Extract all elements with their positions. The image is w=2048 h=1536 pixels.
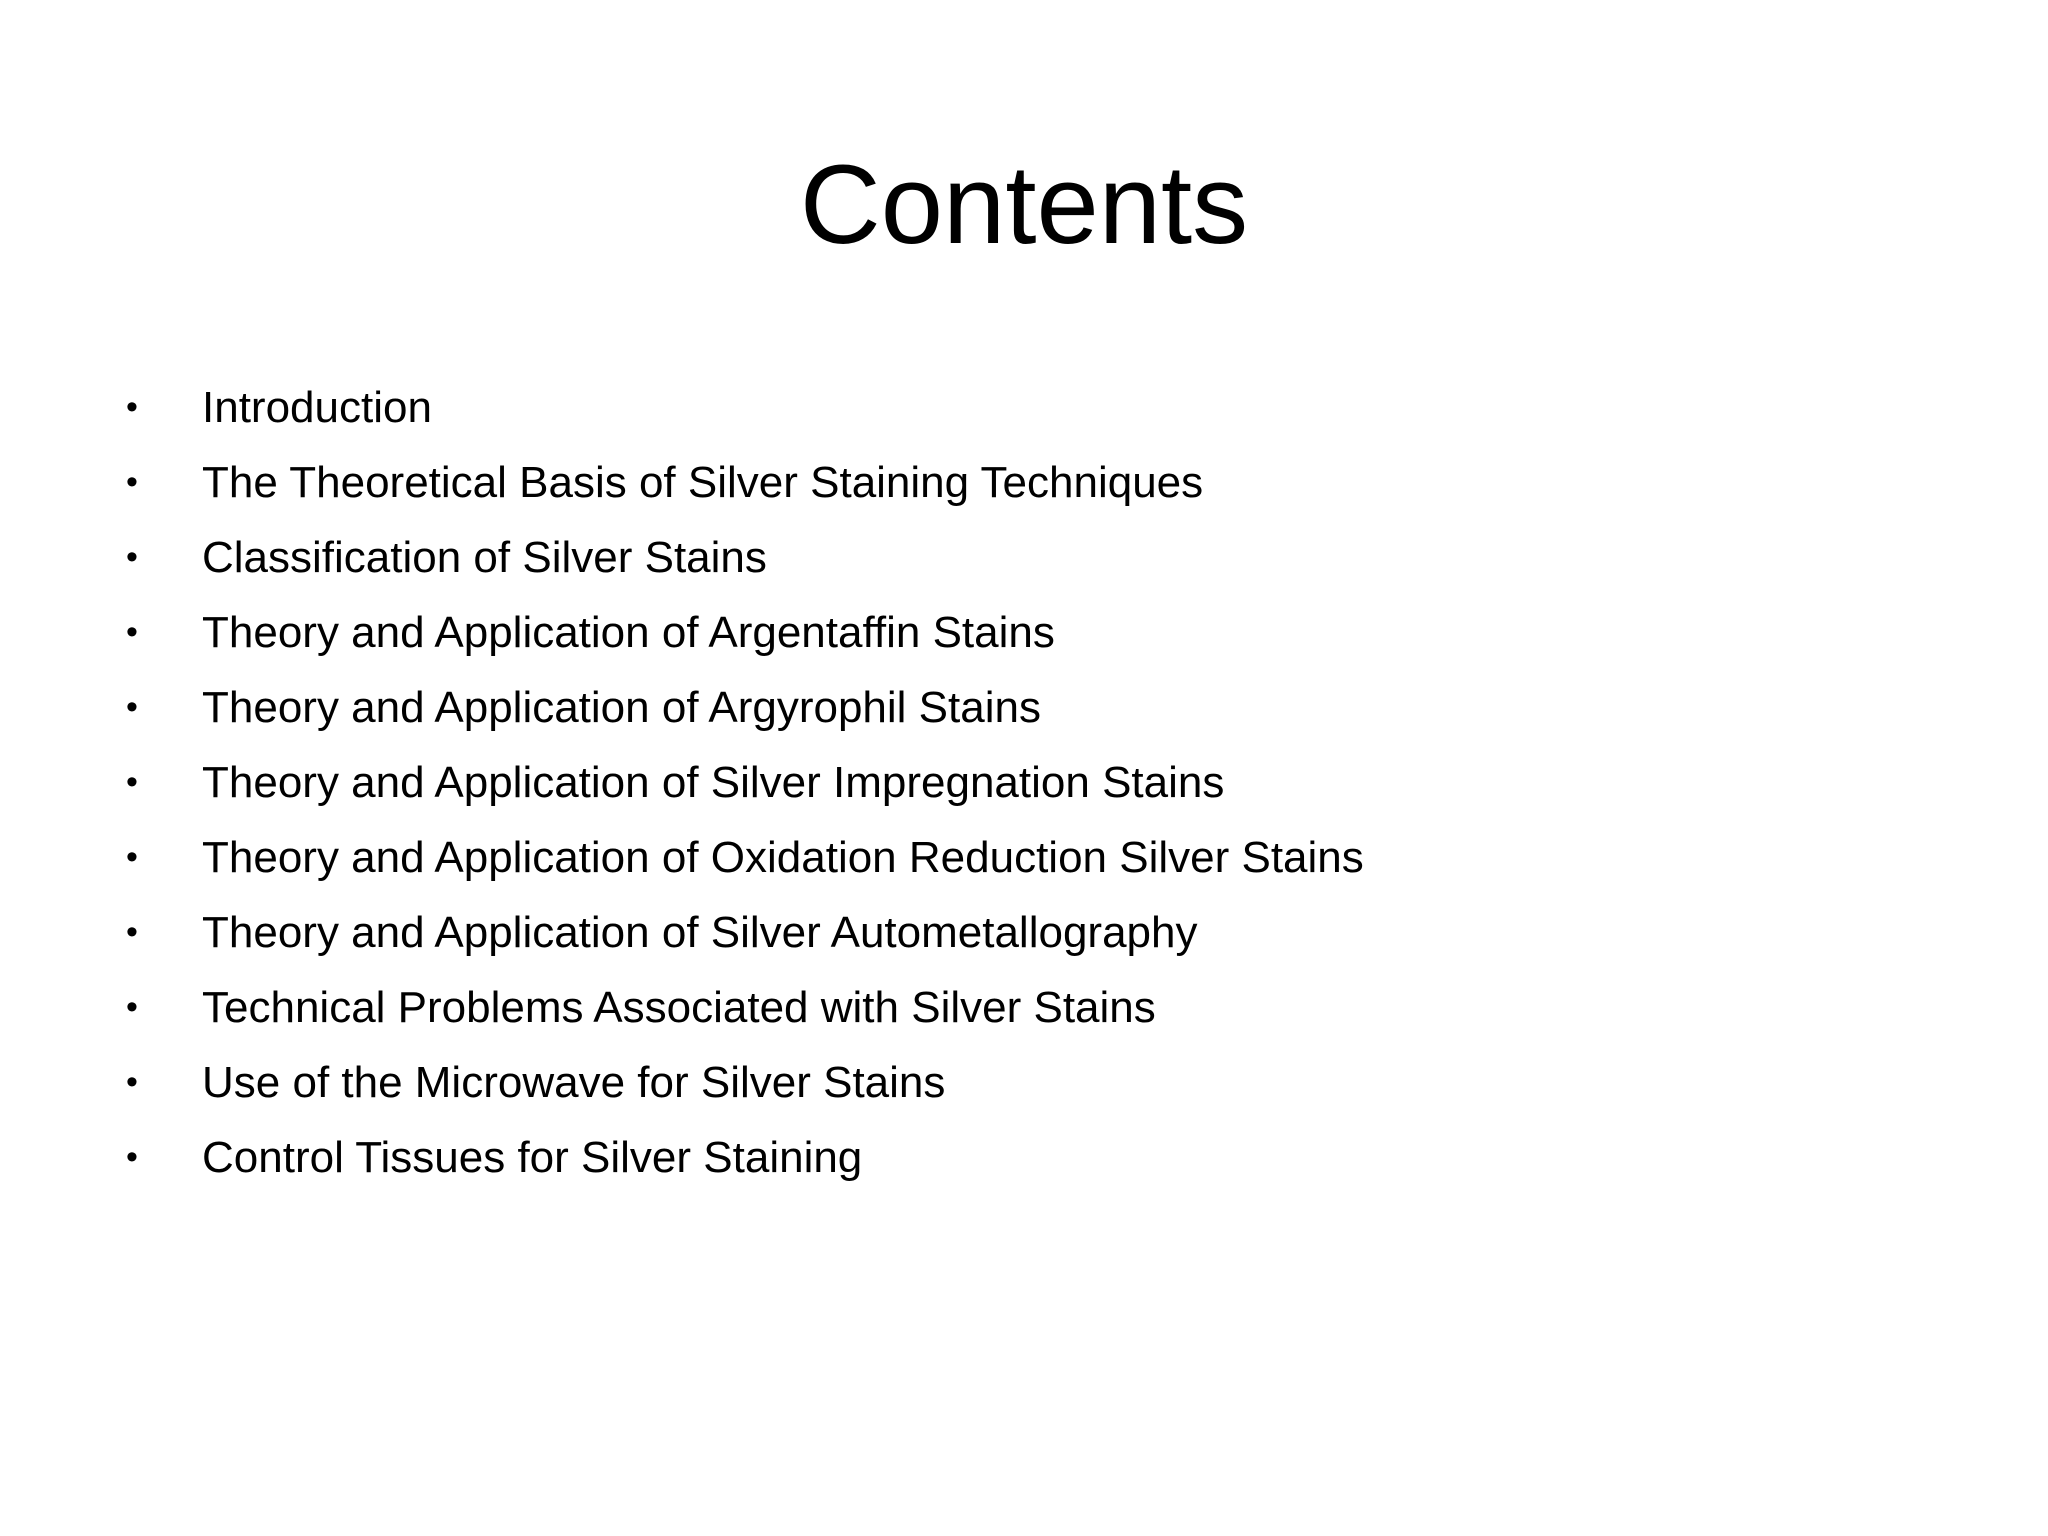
bullet-icon: •: [126, 988, 138, 1026]
bullet-icon: •: [126, 763, 138, 801]
list-item-text: Technical Problems Associated with Silver Stains: [202, 983, 1156, 1032]
list-item: [120, 445, 1940, 520]
bullet-icon: •: [126, 688, 138, 726]
bullet-icon: •: [126, 388, 138, 426]
list-item-text: Introduction: [202, 383, 432, 432]
list-item-text: Theory and Application of Argentaffin Stains: [202, 608, 1055, 657]
list-item: [120, 595, 1940, 670]
slide-title: Contents: [799, 142, 1249, 267]
list-item: [120, 1045, 1940, 1120]
contents-list: [120, 370, 1940, 1195]
list-item-text: Theory and Application of Oxidation Reduction Silver Stains: [202, 833, 1364, 882]
bullet-icon: •: [126, 538, 138, 576]
list-item-text: Theory and Application of Silver Impregnation Stains: [202, 758, 1225, 807]
list-item: [120, 895, 1940, 970]
bullet-icon: •: [126, 838, 138, 876]
bullet-icon: •: [126, 913, 138, 951]
list-item: [120, 1120, 1940, 1195]
list-item-text: Control Tissues for Silver Staining: [202, 1133, 863, 1182]
bullet-icon: •: [126, 1138, 138, 1176]
list-item: [120, 520, 1940, 595]
list-item-text: The Theoretical Basis of Silver Staining Techniques: [202, 458, 1204, 507]
list-item: [120, 370, 1940, 445]
bullet-icon: •: [126, 463, 138, 501]
list-item: [120, 745, 1940, 820]
bullet-icon: •: [126, 1063, 138, 1101]
list-item-text: Classification of Silver Stains: [202, 533, 767, 582]
list-item: [120, 820, 1940, 895]
bullet-icon: •: [126, 613, 138, 651]
list-item-text: Theory and Application of Argyrophil Stains: [202, 683, 1041, 732]
list-item: [120, 970, 1940, 1045]
list-item-text: Theory and Application of Silver Autometallography: [202, 908, 1198, 957]
list-item: [120, 670, 1940, 745]
list-item-text: Use of the Microwave for Silver Stains: [202, 1058, 946, 1107]
